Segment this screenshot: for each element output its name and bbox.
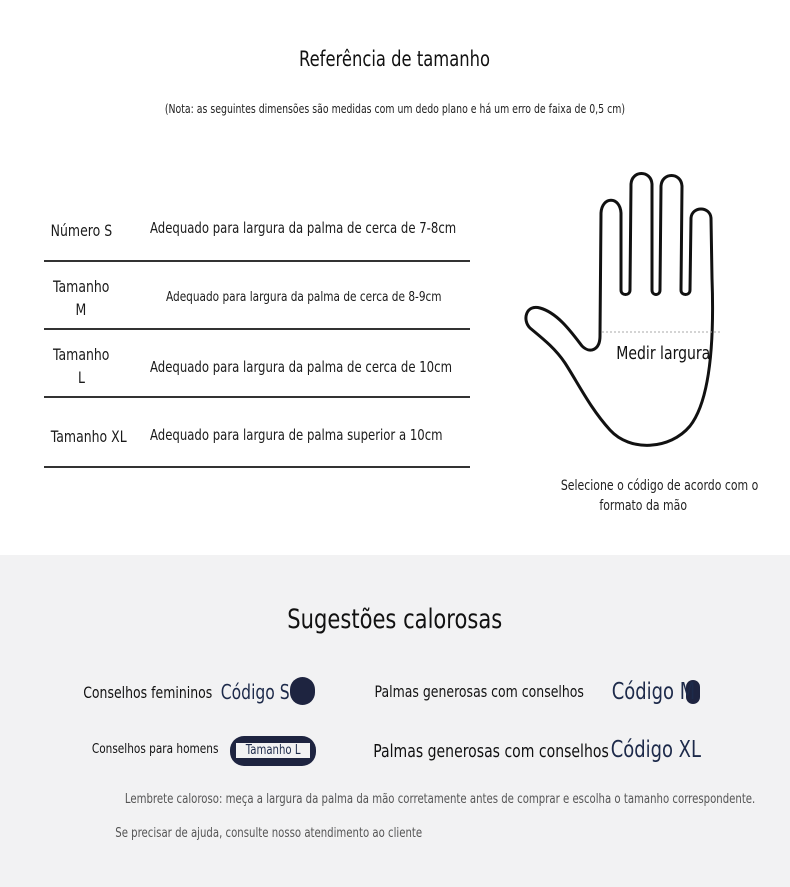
generous-palms-advice-label-2: Palmas generosas com conselhos bbox=[373, 741, 609, 762]
warm-tips-title: Sugestões calorosas bbox=[287, 604, 503, 635]
page-title: Referência de tamanho bbox=[299, 47, 491, 71]
reminder-text: Lembrete caloroso: meça a largura da palma da mão corretamente antes de comprar e escolha o tamanho correspondente. bbox=[124, 792, 756, 807]
hand-outline-illustration bbox=[520, 168, 735, 458]
row-divider bbox=[44, 466, 470, 468]
size-description: Adequado para largura da palma de cerca de 8-9cm bbox=[166, 289, 442, 305]
size-label: Número S bbox=[50, 221, 112, 240]
size-description: Adequado para largura de palma superior a 10cm bbox=[150, 426, 443, 444]
code-s-text: Código S bbox=[220, 680, 290, 704]
men-advice-label: Conselhos para homens bbox=[91, 741, 219, 757]
measure-width-label: Medir largura bbox=[615, 343, 711, 364]
measurement-note: (Nota: as seguintes dimensões são medidas com um dedo plano e há um erro de faixa de 0,5 cm) bbox=[164, 102, 626, 116]
hand-caption: Selecione o código de acordo com o formato da mão bbox=[560, 478, 759, 514]
size-description: Adequado para largura da palma de cerca de 7-8cm bbox=[150, 219, 457, 237]
row-divider bbox=[44, 396, 470, 398]
women-advice-label: Conselhos femininos bbox=[83, 683, 213, 702]
size-label: Tamanho L bbox=[52, 345, 110, 387]
size-description: Adequado para largura da palma de cerca de 10cm bbox=[150, 358, 452, 376]
code-l-text: Tamanho L bbox=[236, 743, 310, 758]
help-text: Se precisar de ajuda, consulte nosso atendimento ao cliente bbox=[115, 826, 423, 841]
row-divider bbox=[44, 260, 470, 262]
size-label: Tamanho XL bbox=[50, 427, 127, 446]
generous-palms-advice-label: Palmas generosas com conselhos bbox=[374, 682, 584, 701]
hand-icon bbox=[520, 168, 735, 458]
row-divider bbox=[44, 328, 470, 330]
code-xl-text: Código XL bbox=[610, 737, 701, 763]
code-m-text: Código M bbox=[611, 679, 696, 705]
size-label: Tamanho M bbox=[52, 277, 110, 319]
